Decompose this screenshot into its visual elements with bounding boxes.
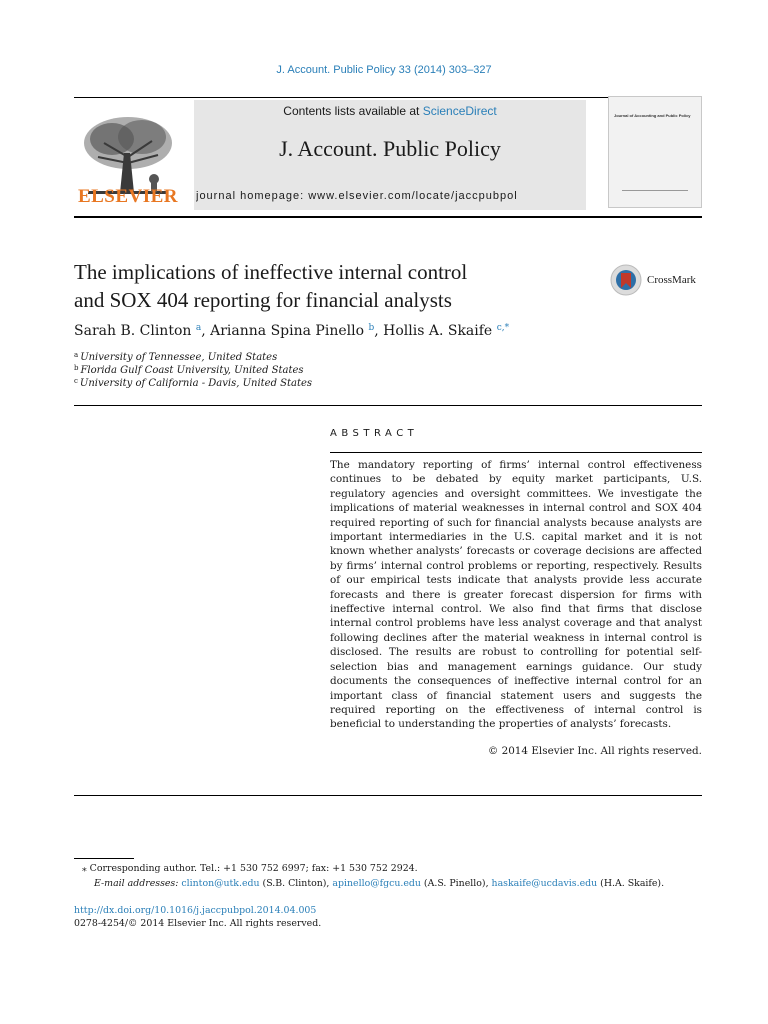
article-title-line-2: and SOX 404 reporting for financial analysts: [74, 288, 452, 312]
affiliation-c: [74, 377, 312, 389]
crossmark-label[interactable]: CrossMark: [647, 274, 696, 286]
affiliation-marker[interactable]: c,*: [496, 323, 510, 333]
corresponding-marker: ⁎: [82, 863, 87, 874]
front-matter-rule: [74, 405, 702, 406]
homepage-url[interactable]: www.elsevier.com/locate/jaccpubpol: [308, 190, 518, 202]
email-owner: (S.B. Clinton),: [259, 878, 333, 889]
affiliation-text: University of Tennessee, United States: [80, 352, 278, 363]
journal-cover-title: Journal of Accounting and Public Policy: [614, 113, 691, 118]
corresponding-author-note: [82, 863, 418, 874]
affiliation-text: Florida Gulf Coast University, United States: [80, 365, 304, 376]
affiliation-a: [74, 351, 277, 363]
affiliation-text: University of California - Davis, United States: [79, 378, 313, 389]
corresponding-text: Corresponding author. Tel.: +1 530 752 6997; fax: +1 530 752 2924.: [86, 863, 418, 874]
affiliation-key: c: [74, 377, 78, 385]
doi-link[interactable]: http://dx.doi.org/10.1016/j.jaccpubpol.2014.04.005: [74, 905, 317, 916]
journal-citation[interactable]: J. Account. Public Policy 33 (2014) 303–327: [276, 64, 492, 76]
email-owner: (H.A. Skaife).: [597, 878, 665, 889]
author-name: Hollis A. Skaife: [383, 323, 493, 339]
author-separator: ,: [201, 323, 211, 339]
elsevier-wordmark: ELSEVIER: [77, 186, 179, 207]
affiliation-marker[interactable]: a: [195, 323, 202, 333]
homepage-prefix: journal homepage:: [196, 190, 309, 202]
footnote-rule: [74, 858, 134, 859]
affiliation-key: a: [74, 351, 79, 359]
abstract-text: The mandatory reporting of firms’ internal control effectiveness continues to be debated by equity market participants, U.S. regulatory agencies and oversight committees. We investigate the implications of material weaknesses in internal control and SOX 404 required reporting of such for financial analysts because analysts are important intermediaries in the U.S. capital market and it is not known whether analysts’ forecasts or coverage decisions are affected by firms’ internal control problems or reporting, respectively. Results of our empirical tests indicate that analysts provide less accurate forecasts and there is greater forecast dispersion for firms with ineffective internal control. We also find that firms that disclose internal control problems have less analyst coverage and that analyst following declines after the material weakness in internal control is disclosed. The results are robust to controlling for potential self-selection bias and management earnings guidance. Our study documents the consequences of ineffective internal control for an important class of financial statement users and suggests the required reporting on the effectiveness of internal control is beneficial to understanding the properties of analysts’ forecasts.: [330, 459, 702, 731]
abstract-heading: ABSTRACT: [330, 428, 419, 439]
email-owner: (A.S. Pinello),: [420, 878, 492, 889]
affiliation-key: b: [74, 364, 79, 372]
crossmark-icon[interactable]: [610, 264, 642, 296]
email-label: E-mail addresses:: [94, 878, 179, 889]
author-name: Sarah B. Clinton: [74, 323, 192, 339]
journal-title: J. Account. Public Policy: [279, 136, 501, 161]
header-bottom-rule: [74, 216, 702, 218]
cover-divider: [622, 190, 688, 191]
author-name: Arianna Spina Pinello: [210, 323, 365, 339]
journal-homepage: [196, 190, 584, 202]
affiliation-b: [74, 364, 304, 376]
affiliation-marker[interactable]: b: [368, 323, 375, 333]
contents-line: [194, 104, 586, 118]
author-list: [74, 323, 634, 339]
email-link[interactable]: clinton@utk.edu: [181, 878, 260, 889]
sciencedirect-link[interactable]: ScienceDirect: [422, 104, 497, 118]
abstract-end-rule: [74, 795, 702, 796]
issn-copyright: 0278-4254/© 2014 Elsevier Inc. All rights reserved.: [74, 918, 322, 929]
article-title: [74, 258, 594, 314]
email-link[interactable]: apinello@fgcu.edu: [332, 878, 421, 889]
abstract-copyright: © 2014 Elsevier Inc. All rights reserved.: [487, 745, 702, 757]
email-link[interactable]: haskaife@ucdavis.edu: [491, 878, 598, 889]
abstract-heading-rule: [330, 452, 702, 453]
article-title-line-1: The implications of ineffective internal control: [74, 260, 468, 284]
email-addresses: [94, 878, 664, 889]
contents-prefix: Contents lists available at: [283, 104, 423, 118]
author-separator: ,: [374, 323, 384, 339]
